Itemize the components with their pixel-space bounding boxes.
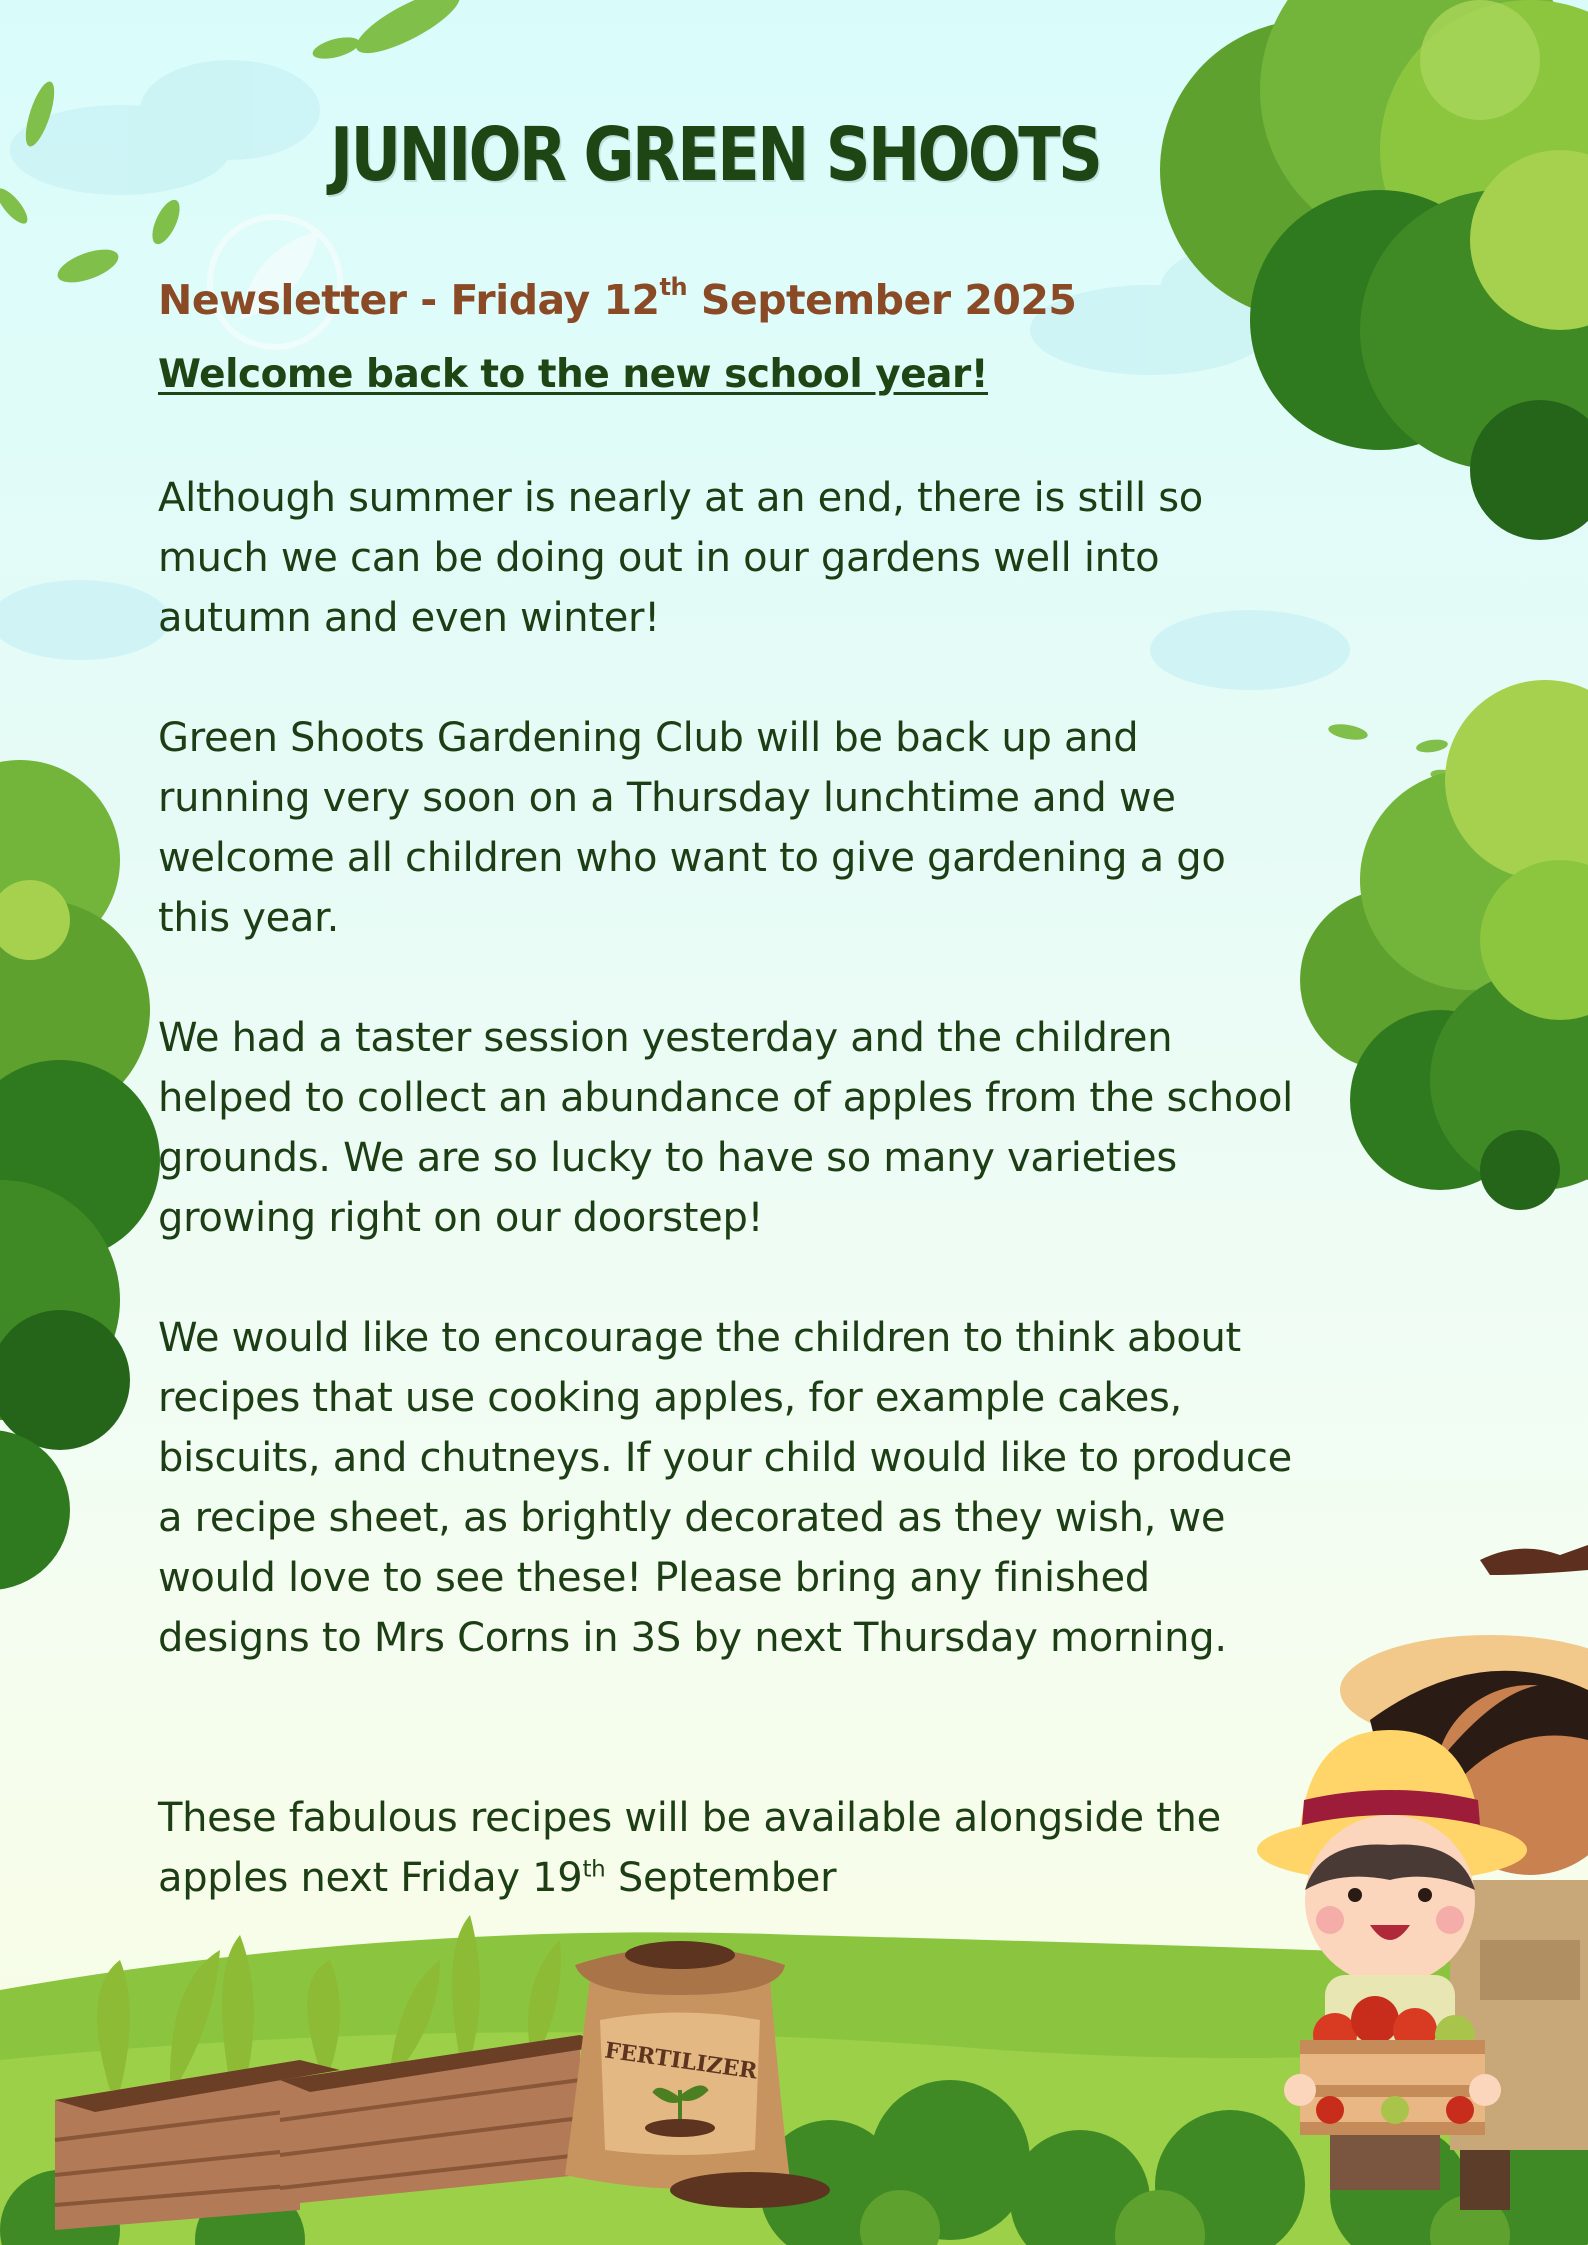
newsletter-date-ordinal: th (659, 273, 688, 302)
welcome-heading: Welcome back to the new school year! (158, 352, 989, 397)
paragraph-closing (158, 1788, 1298, 1908)
paragraph-taster-session: We had a taster session yesterday and the children helped to collect an abundance of apples from the school grounds. We are so lucky to have so many varieties growing right on our doorstep! (158, 1015, 1293, 1241)
newsletter-date (158, 273, 1077, 324)
paragraph-recipes: We would like to encourage the children to think about recipes that use cooking apples, for example cakes, biscuits, and chutneys. If your child would like to produce a recipe sheet, as brightly decorated as they wish, we would love to see these! Please bring any finished designs to Mrs Corns in 3S by next Thursday morning. (158, 1315, 1292, 1661)
tree-icon (1300, 680, 1588, 1210)
closing-text: These fabulous recipes will be available alongside the apples next Friday 19 (158, 1795, 1221, 1901)
closing-suffix: September (605, 1855, 837, 1901)
paragraph-summer: Although summer is nearly at an end, there is still so much we can be doing out in our gardens well into autumn and even winter! (158, 475, 1203, 641)
newsletter-date-suffix: September 2025 (687, 276, 1077, 324)
tree-icon (0, 760, 160, 1590)
fertilizer-label: FERTILIZER (602, 2037, 759, 2085)
paragraph-club: Green Shoots Gardening Club will be back up and running very soon on a Thursday lunchtime and we welcome all children who want to give gardening a go this year. (158, 715, 1226, 941)
newsletter-date-prefix: Newsletter - Friday 12 (158, 276, 660, 324)
closing-ordinal: th (582, 1856, 606, 1883)
page-title: JUNIOR GREEN SHOOTS (330, 112, 1101, 198)
tree-icon (1160, 0, 1588, 540)
